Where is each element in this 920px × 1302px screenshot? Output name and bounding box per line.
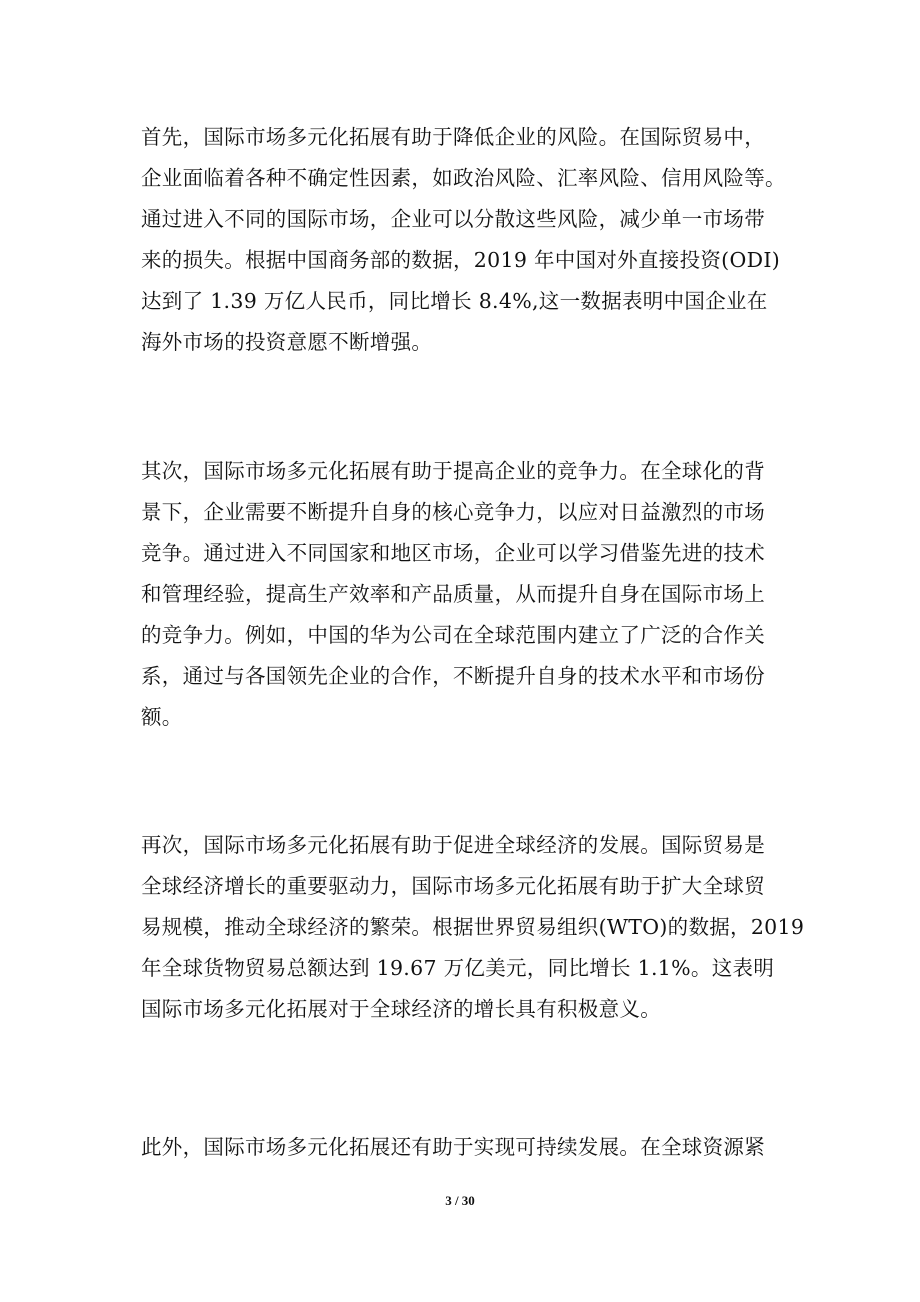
text-line: 首先，国际市场多元化拓展有助于降低企业的风险。在国际贸易中， <box>141 125 765 149</box>
text-line: 和管理经验，提高生产效率和产品质量，从而提升自身在国际市场上 <box>141 582 765 606</box>
text-line: 海外市场的投资意愿不断增强。 <box>141 330 433 354</box>
text-line: 来的损失。根据中国商务部的数据，2019 年中国对外直接投资(ODI) <box>141 248 781 272</box>
text-line: 竞争。通过进入不同国家和地区市场，企业可以学习借鉴先进的技术 <box>141 541 765 565</box>
text-line: 再次，国际市场多元化拓展有助于促进全球经济的发展。国际贸易是 <box>141 833 765 857</box>
text-line: 全球经济增长的重要驱动力，国际市场多元化拓展有助于扩大全球贸 <box>141 874 765 898</box>
text-line: 景下，企业需要不断提升自身的核心竞争力，以应对日益激烈的市场 <box>141 500 765 524</box>
text-line: 通过进入不同的国际市场，企业可以分散这些风险，减少单一市场带 <box>141 207 765 231</box>
text-line: 国际市场多元化拓展对于全球经济的增长具有积极意义。 <box>141 997 661 1021</box>
text-line: 年全球货物贸易总额达到 19.67 万亿美元，同比增长 1.1%。这表明 <box>141 956 775 980</box>
text-line: 的竞争力。例如，中国的华为公司在全球范围内建立了广泛的合作关 <box>141 623 765 647</box>
paragraph-competitiveness <box>141 451 791 738</box>
text-line: 企业面临着各种不确定性因素，如政治风险、汇率风险、信用风险等。 <box>141 166 786 190</box>
text-line: 额。 <box>141 705 183 729</box>
text-line: 系，通过与各国领先企业的合作，不断提升自身的技术水平和市场份 <box>141 664 765 688</box>
page-number: 3 / 30 <box>445 1193 475 1208</box>
text-line: 此外，国际市场多元化拓展还有助于实现可持续发展。在全球资源紧 <box>141 1135 765 1159</box>
text-line: 达到了 1.39 万亿人民币，同比增长 8.4%,这一数据表明中国企业在 <box>141 289 768 313</box>
paragraph-risk <box>141 117 791 363</box>
paragraph-sustainability <box>141 1127 791 1168</box>
text-line: 其次，国际市场多元化拓展有助于提高企业的竞争力。在全球化的背 <box>141 459 765 483</box>
paragraph-global-economy <box>141 825 805 1030</box>
text-line: 易规模，推动全球经济的繁荣。根据世界贸易组织(WTO)的数据，2019 <box>141 915 805 939</box>
